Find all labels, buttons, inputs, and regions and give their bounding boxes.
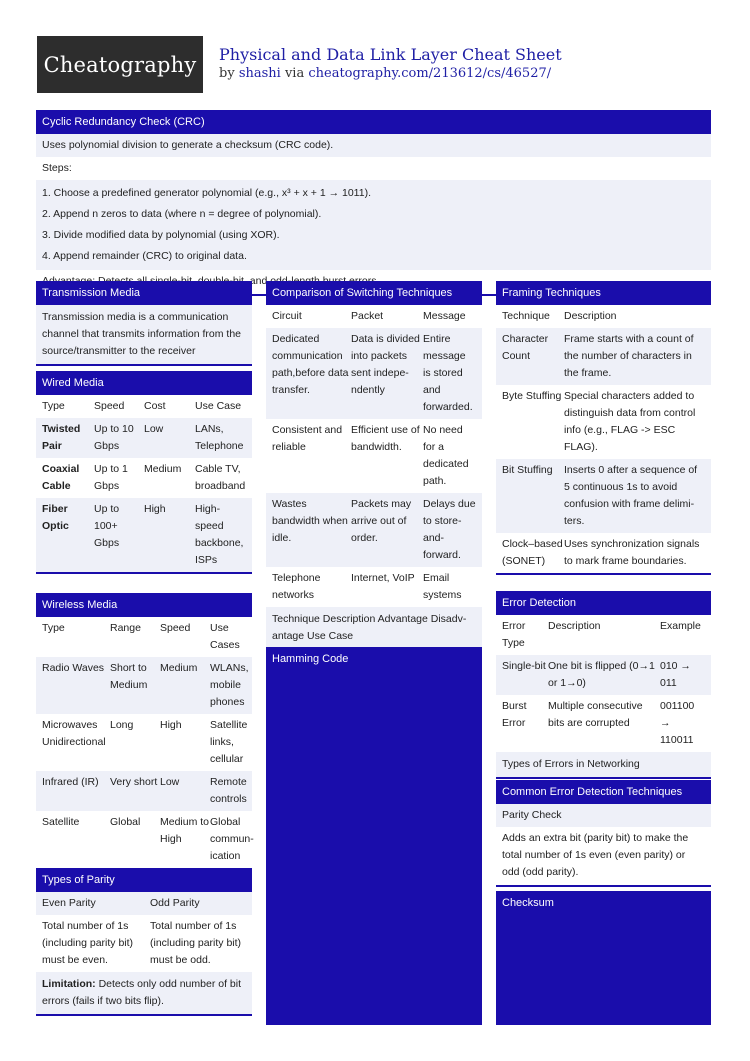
cell: Infrared (IR) (42, 776, 99, 788)
cell: Byte Stuffing (502, 390, 562, 402)
checksum-header: Checksum (502, 897, 554, 909)
crc-step: 1. Choose a predefined generator polynomial (e.g., x³ + x + 1 → 1011). (42, 187, 371, 199)
cell: Microwaves Unidirectional (42, 719, 106, 748)
switching-section (266, 281, 482, 651)
error-footer: Types of Errors in Networking (496, 752, 711, 777)
via-text: via (284, 66, 305, 81)
error-detection-section (496, 591, 711, 779)
cell: Up to 100+ Gbps (94, 503, 120, 549)
crc-intro: Uses polynomial division to generate a checksum (CRC code). (36, 134, 711, 157)
table-row (266, 419, 482, 493)
table-row (496, 328, 711, 385)
table-row (36, 498, 252, 572)
cell: Bit Stuffing (502, 464, 553, 476)
cell: Telephone networks (272, 572, 321, 601)
cell: Total number of 1s (including parity bit) must be even. (42, 920, 134, 966)
switching-header: Comparison of Switching Techniques (266, 281, 482, 305)
col-header: Use Cases (210, 622, 240, 651)
cell: 001100 → 110011 (660, 700, 695, 746)
cell: Total number of 1s (including parity bit) must be odd. (150, 920, 242, 966)
cell: Wastes bandwidth when idle. (272, 498, 348, 544)
techniques-section (496, 780, 711, 887)
cell: Medium (144, 463, 182, 475)
col-header: Even Parity (42, 897, 96, 909)
cell: Dedicated communication path,before data transfer. (272, 333, 349, 396)
col-header: Description (564, 310, 617, 322)
col-header: Example (660, 620, 701, 632)
cell: Delays due to store-and-forward. (423, 498, 476, 561)
cell: High (160, 719, 182, 731)
cell: Data is divided into packets sent independently (351, 333, 420, 396)
cell: Global communication (210, 816, 254, 862)
col-header: Circuit (272, 310, 302, 322)
col-header: Range (110, 622, 141, 634)
cell: WLANs, mobile phones (210, 662, 249, 708)
cell: 010 → 011 (660, 660, 691, 689)
logo-text: Cheatography (43, 52, 197, 77)
parity-check-text: Adds an extra bit (parity bit) to make the total number of 1s even (even parity) or odd (odd parity). (502, 832, 689, 878)
byline (219, 66, 551, 81)
wired-section (36, 371, 252, 574)
cell: LANs, Telephone (195, 423, 244, 452)
table-row (36, 418, 252, 458)
cell: Satellite links, cellular (210, 719, 248, 765)
cell: Email systems (423, 572, 462, 601)
cell: Global (110, 816, 141, 828)
cell: Radio Waves (42, 662, 105, 674)
table-row (496, 695, 711, 752)
error-detection-header: Error Detection (496, 591, 711, 615)
table-row (36, 771, 252, 811)
col-header: Type (42, 622, 65, 634)
parity-header: Types of Parity (36, 868, 252, 892)
wireless-header: Wireless Media (36, 593, 252, 617)
transmission-header: Transmission Media (36, 281, 252, 305)
cell: Uses synchronization signals to mark frame boundaries. (564, 538, 700, 567)
cell: Long (110, 719, 134, 731)
cell: Medium to High (160, 816, 210, 845)
col-header: Speed (94, 400, 125, 412)
page-title: Physical and Data Link Layer Cheat Sheet (219, 45, 562, 64)
framing-header: Framing Techniques (496, 281, 711, 305)
cell: High (144, 503, 166, 515)
table-row (496, 533, 711, 573)
table-row (36, 657, 252, 714)
wireless-section (36, 593, 252, 870)
cell: Internet, VoIP (351, 572, 415, 584)
switching-footer: Technique Description Advantage Disadvantage Use Case (266, 607, 482, 649)
cell: Burst Error (502, 700, 527, 729)
crc-step: 4. Append remainder (CRC) to original data. (42, 250, 247, 262)
cell: Remote controls (210, 776, 247, 805)
transmission-section (36, 281, 252, 366)
cell: Medium (160, 662, 198, 674)
col-header: Type (42, 400, 65, 412)
author-link[interactable]: shashi (238, 66, 281, 81)
cell: Frame starts with a count of the number of characters in the frame. (564, 333, 694, 379)
cell: Cable TV, broadband (195, 463, 246, 492)
cell: Consistent and reliable (272, 424, 343, 453)
col-header: Error Type (502, 620, 526, 649)
cheatography-logo[interactable] (37, 36, 203, 93)
col-header: Message (423, 310, 466, 322)
cell: Up to 1 Gbps (94, 463, 128, 492)
techniques-header: Common Error Detection Techniques (496, 780, 711, 804)
by-text: by (219, 66, 235, 81)
table-row (36, 714, 252, 771)
crc-header: Cyclic Redundancy Check (CRC) (36, 110, 711, 134)
col-header: Odd Parity (150, 897, 200, 909)
cell: Low (160, 776, 180, 788)
limitation-text: Detects only odd number of bit errors (fails if two bits flip). (42, 978, 242, 1007)
cell: Up to 10 Gbps (94, 423, 134, 452)
col-header: Speed (160, 622, 191, 634)
table-row (36, 811, 252, 868)
cell: Low (144, 423, 164, 435)
cell: Single-bit (502, 660, 546, 672)
cell: Satellite (42, 816, 80, 828)
parity-limitation (36, 972, 252, 1014)
crc-steps-label: Steps: (42, 162, 72, 174)
table-row (36, 915, 252, 972)
crc-step: 3. Divide modified data by polynomial (using XOR). (42, 229, 280, 241)
col-header: Use Case (195, 400, 242, 412)
cell: Special characters added to distinguish data from control info (e.g., FLAG -> ESC FLAG). (564, 390, 696, 453)
parity-section (36, 868, 252, 1016)
table-row (36, 458, 252, 498)
table-row (496, 459, 711, 533)
table-row (266, 567, 482, 607)
checksum-section (496, 891, 711, 1025)
table-row (496, 385, 711, 459)
crc-advantage: and (249, 275, 268, 287)
table-row (496, 655, 711, 695)
col-header: Packet (351, 310, 384, 322)
table-row (266, 328, 482, 419)
cell: Entire message is stored and forwarded. (423, 333, 473, 413)
wired-header: Wired Media (36, 371, 252, 395)
transmission-text: Transmission media is a communication channel that transmits information from the source/transmitter to the receiver (36, 305, 252, 364)
cell: Very short (110, 776, 158, 788)
cell: Fiber Optic (42, 503, 69, 532)
cell: Twisted Pair (42, 423, 81, 452)
framing-section (496, 281, 711, 575)
hamming-section (266, 647, 482, 1025)
cell: Clock–based (SONET) (502, 538, 563, 567)
crc-step: 2. Append n zeros to data (where n = degree of polynomial). (42, 208, 322, 220)
hamming-header: Hamming Code (272, 653, 349, 665)
cell: High-speed backbone, ISPs (195, 503, 244, 566)
cell: Multiple consecutive bits are corrupted (548, 700, 643, 729)
cell: One bit is flipped (0→1 or 1→0) (548, 660, 655, 689)
parity-check-label: Parity Check (496, 804, 711, 827)
cell: No need for a dedicated path. (423, 424, 469, 487)
cell: Packets may arrive out of order. (351, 498, 412, 544)
cell: Inserts 0 after a sequence of 5 continuous 1s to avoid confusion with frame delimiters. (564, 464, 698, 527)
limitation-label: Limitation: (42, 978, 96, 990)
col-header: Technique (502, 310, 550, 322)
cell: Character Count (502, 333, 549, 362)
cell: Efficient use of bandwidth. (351, 424, 420, 453)
cell: Coaxial Cable (42, 463, 80, 492)
sheet-url-link[interactable]: cheatography.com/213612/cs/46527/ (308, 66, 552, 81)
crc-section (36, 110, 711, 296)
col-header: Description (548, 620, 601, 632)
cell: Short to Medium (110, 662, 148, 691)
col-header: Cost (144, 400, 166, 412)
table-row (266, 493, 482, 567)
